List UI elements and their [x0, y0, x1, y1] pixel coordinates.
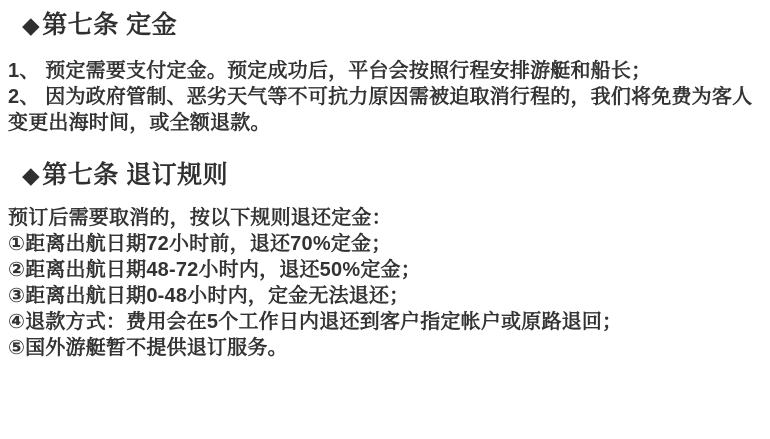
cancellation-rule-line: ③距离出航日期0-48小时内，定金无法退还； [8, 285, 410, 307]
deposit-rule-line: 2、 因为政府管制、恶劣天气等不可抗力原因需被迫取消行程的，我们将免费为客人变更出海时间，或全额退款。 [8, 86, 753, 134]
section-cancellation [8, 158, 762, 361]
section-deposit [8, 8, 762, 136]
cancellation-rule-line: ④退款方式：费用会在5个工作日内退还到客户指定帐户或原路退回； [8, 311, 623, 333]
diamond-bullet-icon: ◆ [22, 12, 41, 38]
cancellation-rule-line: ②距离出航日期48-72小时内，退还50%定金； [8, 259, 421, 281]
deposit-rules-paragraph [8, 58, 762, 136]
cancellation-section-title: 第七条 退订规则 [42, 161, 229, 189]
diamond-bullet-icon: ◆ [22, 162, 41, 188]
deposit-section-title: 第七条 定金 [42, 11, 178, 39]
cancellation-intro-line: 预订后需要取消的，按以下规则退还定金： [8, 207, 392, 229]
cancellation-section-heading [8, 158, 762, 192]
cancellation-rule-line: ⑤国外游艇暂不提供退订服务。 [8, 337, 288, 359]
cancellation-rules-paragraph [8, 205, 762, 361]
deposit-section-heading [8, 8, 762, 42]
deposit-rule-line: 1、 预定需要支付定金。预定成功后，平台会按照行程安排游艇和船长； [8, 60, 652, 82]
cancellation-rule-line: ①距离出航日期72小时前，退还70%定金； [8, 233, 392, 255]
